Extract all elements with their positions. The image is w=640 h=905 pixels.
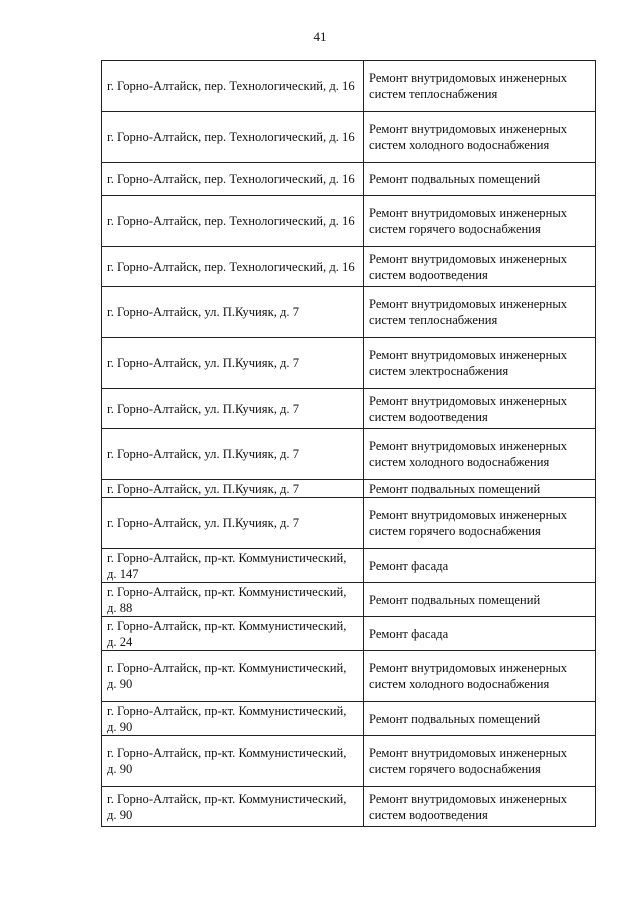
address-cell: г. Горно-Алтайск, пр-кт. Коммунистический, д. 90 — [102, 787, 364, 827]
work-type-cell: Ремонт подвальных помещений — [364, 702, 596, 736]
work-type-cell: Ремонт внутридомовых инженерных систем холодного водоснабжения — [364, 651, 596, 702]
address-cell: г. Горно-Алтайск, пер. Технологический, д. 16 — [102, 112, 364, 163]
table-row — [102, 787, 596, 827]
table-row — [102, 196, 596, 247]
address-cell: г. Горно-Алтайск, пер. Технологический, д. 16 — [102, 247, 364, 287]
table-row — [102, 498, 596, 549]
table-row — [102, 736, 596, 787]
table-row — [102, 702, 596, 736]
repair-table — [101, 60, 596, 827]
table-row — [102, 247, 596, 287]
address-cell: г. Горно-Алтайск, ул. П.Кучияк, д. 7 — [102, 498, 364, 549]
address-cell: г. Горно-Алтайск, ул. П.Кучияк, д. 7 — [102, 287, 364, 338]
work-type-cell: Ремонт внутридомовых инженерных систем холодного водоснабжения — [364, 112, 596, 163]
page-number: 41 — [313, 29, 327, 44]
address-cell: г. Горно-Алтайск, пер. Технологический, д. 16 — [102, 61, 364, 112]
address-cell: г. Горно-Алтайск, ул. П.Кучияк, д. 7 — [102, 338, 364, 389]
work-type-cell: Ремонт подвальных помещений — [364, 583, 596, 617]
work-type-cell: Ремонт фасада — [364, 549, 596, 583]
address-cell: г. Горно-Алтайск, пер. Технологический, д. 16 — [102, 163, 364, 196]
table-body — [102, 61, 596, 827]
address-cell: г. Горно-Алтайск, пр-кт. Коммунистический, д. 90 — [102, 702, 364, 736]
table-row — [102, 617, 596, 651]
work-type-cell: Ремонт внутридомовых инженерных систем холодного водоснабжения — [364, 429, 596, 480]
address-cell: г. Горно-Алтайск, ул. П.Кучияк, д. 7 — [102, 480, 364, 498]
table-row — [102, 287, 596, 338]
work-type-cell: Ремонт внутридомовых инженерных систем горячего водоснабжения — [364, 498, 596, 549]
table-row — [102, 338, 596, 389]
work-type-cell: Ремонт внутридомовых инженерных систем горячего водоснабжения — [364, 736, 596, 787]
address-cell: г. Горно-Алтайск, пр-кт. Коммунистический, д. 147 — [102, 549, 364, 583]
work-type-cell: Ремонт внутридомовых инженерных систем водоотведения — [364, 787, 596, 827]
table-row — [102, 480, 596, 498]
table-row — [102, 112, 596, 163]
table-row — [102, 163, 596, 196]
work-type-cell: Ремонт подвальных помещений — [364, 480, 596, 498]
table-row — [102, 429, 596, 480]
address-cell: г. Горно-Алтайск, ул. П.Кучияк, д. 7 — [102, 429, 364, 480]
work-type-cell: Ремонт внутридомовых инженерных систем горячего водоснабжения — [364, 196, 596, 247]
work-type-cell: Ремонт подвальных помещений — [364, 163, 596, 196]
table-row — [102, 549, 596, 583]
work-type-cell: Ремонт внутридомовых инженерных систем теплоснабжения — [364, 287, 596, 338]
address-cell: г. Горно-Алтайск, пр-кт. Коммунистический, д. 90 — [102, 651, 364, 702]
table-row — [102, 61, 596, 112]
work-type-cell: Ремонт внутридомовых инженерных систем водоотведения — [364, 247, 596, 287]
table-row — [102, 651, 596, 702]
work-type-cell: Ремонт внутридомовых инженерных систем электроснабжения — [364, 338, 596, 389]
work-type-cell: Ремонт внутридомовых инженерных систем теплоснабжения — [364, 61, 596, 112]
address-cell: г. Горно-Алтайск, ул. П.Кучияк, д. 7 — [102, 389, 364, 429]
address-cell: г. Горно-Алтайск, пр-кт. Коммунистический, д. 88 — [102, 583, 364, 617]
table-row — [102, 583, 596, 617]
address-cell: г. Горно-Алтайск, пер. Технологический, д. 16 — [102, 196, 364, 247]
work-type-cell: Ремонт фасада — [364, 617, 596, 651]
address-cell: г. Горно-Алтайск, пр-кт. Коммунистический, д. 24 — [102, 617, 364, 651]
work-type-cell: Ремонт внутридомовых инженерных систем водоотведения — [364, 389, 596, 429]
address-cell: г. Горно-Алтайск, пр-кт. Коммунистический, д. 90 — [102, 736, 364, 787]
table-row — [102, 389, 596, 429]
